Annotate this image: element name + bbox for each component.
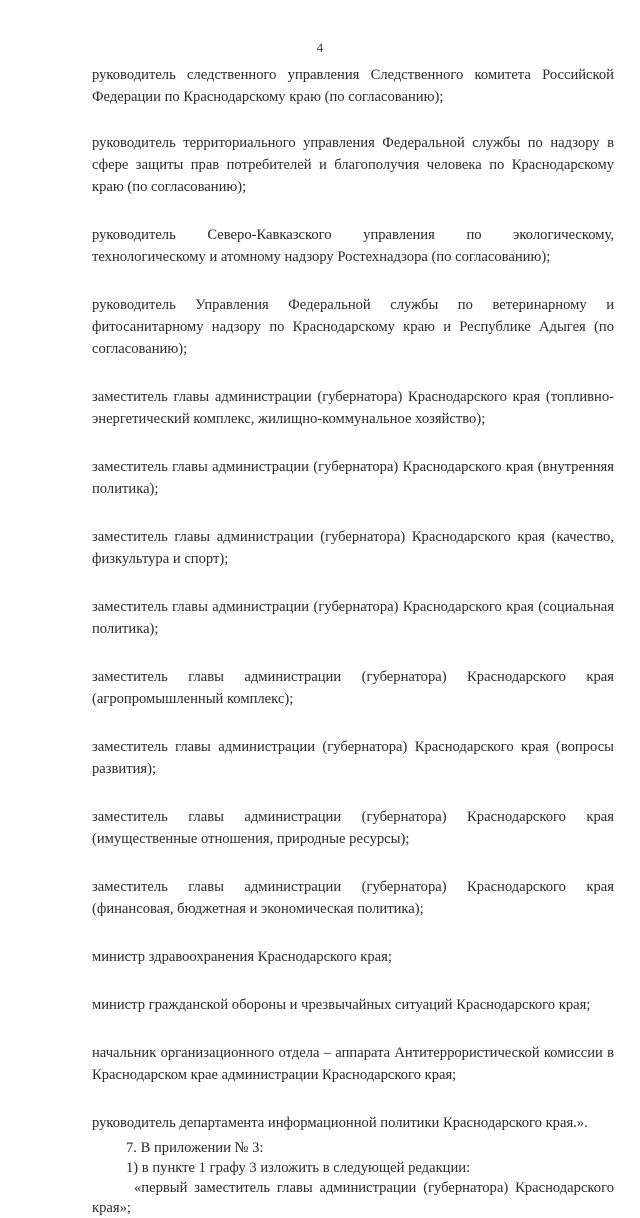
list-entry: заместитель главы администрации (губернатора) Краснодарского края (топливно-энергетический комплекс, жилищно-коммунальное хозяйство);	[92, 389, 614, 427]
list-entry: заместитель главы администрации (губернатора) Краснодарского края (имущественные отношения, природные ресурсы);	[92, 809, 614, 847]
amendment-subitem-1: 1) в пункте 1 графу 3 изложить в следующей редакции:	[126, 1160, 471, 1176]
list-entry: руководитель Северо-Кавказского управления по экологическому, технологическому и атомному надзору Ростехнадзора (по согласованию);	[92, 227, 614, 265]
list-entry: министр здравоохранения Краснодарского края;	[92, 949, 392, 965]
list-entry: руководитель следственного управления Следственного комитета Российской Федерации по Краснодарскому краю (по согласованию);	[92, 67, 614, 105]
document-body	[92, 64, 614, 1218]
list-entry: заместитель главы администрации (губернатора) Краснодарского края (социальная политика);	[92, 599, 614, 637]
amendment-item-7: 7. В приложении № 3:	[126, 1140, 264, 1156]
list-entry: руководитель территориального управления Федеральной службы по надзору в сфере защиты прав потребителей и благополучия человека по Краснодарскому краю (по согласованию);	[92, 135, 614, 195]
list-entry: заместитель главы администрации (губернатора) Краснодарского края (вопросы развития);	[92, 739, 614, 777]
list-entry: заместитель главы администрации (губернатора) Краснодарского края (агропромышленный комплекс);	[92, 669, 614, 707]
amendment-quote: «первый заместитель главы администрации (губернатора) Краснодарского края»;	[92, 1180, 614, 1216]
list-entry: заместитель главы администрации (губернатора) Краснодарского края (внутренняя политика);	[92, 459, 614, 497]
page-number: 4	[316, 40, 324, 55]
list-entry: министр гражданской обороны и чрезвычайных ситуаций Краснодарского края;	[92, 997, 591, 1013]
list-entry: заместитель главы администрации (губернатора) Краснодарского края (финансовая, бюджетная и экономическая политика);	[92, 879, 614, 917]
list-entry: руководитель Управления Федеральной службы по ветеринарному и фитосанитарному надзору по Краснодарскому краю и Республике Адыгея (по согласованию);	[92, 297, 614, 357]
list-entry: руководитель департамента информационной политики Краснодарского края.».	[92, 1115, 588, 1131]
list-entry: начальник организационного отдела – аппарата Антитеррористической комиссии в Краснодарском крае администрации Краснодарского края;	[92, 1045, 614, 1083]
list-entry: заместитель главы администрации (губернатора) Краснодарского края (качество, физкультура и спорт);	[92, 529, 614, 567]
